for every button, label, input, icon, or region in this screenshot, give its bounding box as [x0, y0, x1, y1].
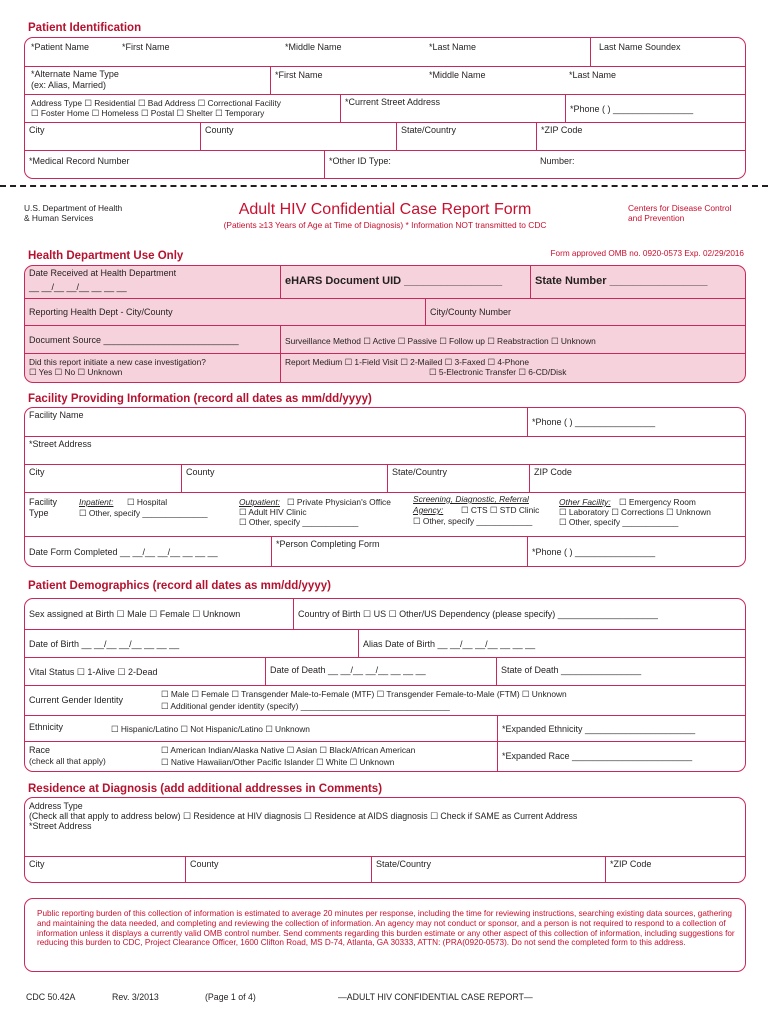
label-gender-identity: Current Gender Identity	[29, 695, 124, 705]
label-expanded-ethnicity: *Expanded Ethnicity ______________________	[502, 724, 696, 734]
agency-name	[24, 203, 122, 223]
label-date-form-completed: Date Form Completed __ __/__ __/__ __ __ __	[29, 547, 218, 557]
date-form-completed-field[interactable]	[25, 537, 271, 567]
label-city: City	[29, 125, 45, 135]
label-phone: *Phone ( ) ________________	[570, 104, 694, 114]
ethnicity-options: ☐ Hispanic/Latino ☐ Not Hispanic/Latino ☐ Unknown	[111, 724, 310, 734]
gender-options-2: ☐ Additional gender identity (specify) ________________________________	[161, 701, 450, 711]
label-city-county-number: City/County Number	[430, 307, 512, 317]
label-person-completing: *Person Completing Form	[276, 539, 380, 549]
option-adult-hiv-clinic[interactable]: ☐ Adult HIV Clinic	[239, 507, 307, 517]
label-surveillance-method: Surveillance Method ☐ Active ☐ Passive ☐ Follow up ☐ Reabstraction ☐ Unknown	[285, 336, 596, 346]
label-facility-phone: *Phone ( ) ________________	[532, 417, 656, 427]
section-title-patient-identification: Patient Identification	[28, 22, 142, 34]
label-alt-last-name: *Last Name	[569, 70, 617, 80]
label-inpatient: Inpatient:	[79, 497, 114, 507]
facility-county-field[interactable]	[181, 465, 387, 492]
label-alternate-name-type: *Alternate Name Type	[31, 69, 119, 79]
form-subtitle: (Patients ≥13 Years of Age at Time of Diagnosis) * Information NOT transmitted to CDC	[223, 220, 547, 230]
demographics-box	[24, 598, 746, 772]
address-type-options-2: ☐ Foster Home ☐ Homeless ☐ Postal ☐ Shelter ☐ Temporary	[31, 108, 265, 118]
label-facility-city: City	[29, 467, 45, 477]
ethnicity-field[interactable]	[25, 716, 497, 741]
date-of-death-field[interactable]	[265, 658, 496, 685]
label-ethnicity: Ethnicity	[29, 722, 64, 732]
section-title-health-department: Health Department Use Only	[28, 250, 184, 262]
state-country-field[interactable]	[396, 123, 536, 150]
form-number: CDC 50.42A	[26, 992, 76, 1002]
label-facility-county: County	[186, 467, 215, 477]
county-field[interactable]	[200, 123, 396, 150]
label-state-number: State Number ________________	[535, 275, 708, 287]
option-screening-other[interactable]: ☐ Other, specify ____________	[413, 516, 533, 526]
label-first-name: *First Name	[122, 42, 170, 52]
agency-line-1: U.S. Department of Health	[24, 203, 123, 213]
label-patient-name: *Patient Name	[31, 42, 90, 52]
new-case-options: ☐ Yes ☐ No ☐ Unknown	[29, 367, 123, 377]
option-hospital[interactable]: ☐ Hospital	[127, 497, 168, 507]
soundex-field[interactable]	[590, 38, 745, 66]
label-date-of-death: Date of Death __ __/__ __/__ __ __ __	[270, 665, 426, 675]
label-residence-address-type: Address Type	[29, 801, 83, 811]
label-middle-name: *Middle Name	[285, 42, 342, 52]
label-zip-code: *ZIP Code	[541, 125, 583, 135]
facility-state-field[interactable]	[387, 465, 529, 492]
label-residence-county: County	[190, 859, 219, 869]
surveillance-method-field[interactable]	[280, 326, 745, 353]
facility-city-field[interactable]	[25, 465, 181, 492]
label-residence-state: State/Country	[376, 859, 432, 869]
facility-box	[24, 407, 746, 567]
residence-city-field[interactable]	[25, 857, 185, 883]
label-race: Race	[29, 745, 51, 755]
state-number-field[interactable]	[530, 266, 745, 298]
date-received-field[interactable]	[25, 266, 280, 298]
residence-state-field[interactable]	[371, 857, 605, 883]
document-source-field[interactable]	[25, 326, 280, 353]
facility-name-field[interactable]	[25, 408, 527, 436]
cdc-name	[628, 203, 731, 223]
option-emergency-room[interactable]: ☐ Emergency Room	[619, 497, 696, 507]
label-alt-first-name: *First Name	[275, 70, 323, 80]
label-screening: Screening, Diagnostic, Referral	[413, 494, 529, 504]
label-expanded-race: *Expanded Race ________________________	[502, 751, 693, 761]
burden-statement: Public reporting burden of this collection of information is estimated to average 20 minutes per response, including the time for reviewing instructions, searching existing data sources, gathering and maintaining the data needed, and completing and reviewing the collection of information. An agency may not conduct or sponsor, and a person is not required to respond to a collection of information unless it displays a currently valid OMB control number. Send comments regarding this burden estimate or any other aspect of this collection of information, including suggestions for reducing this burden to CDC, Project Clearance Officer, 1600 Clifton Road, MS D-74, Atlanta, GA 30333, ATTN: (PRA(0920-0573). Do not send the completed form to this address.	[37, 909, 735, 948]
report-medium-options-2: ☐ 5-Electronic Transfer ☐ 6-CD/Disk	[429, 367, 567, 377]
cdc-line-1: Centers for Disease Control	[628, 203, 732, 213]
residence-box	[24, 797, 746, 883]
label-alt-middle-name: *Middle Name	[429, 70, 486, 80]
label-number: Number:	[540, 156, 575, 166]
label-state-of-death: State of Death ________________	[501, 665, 642, 675]
report-medium-field[interactable]	[280, 354, 745, 383]
race-options-1: ☐ American Indian/Alaska Native ☐ Asian ☐ Black/African American	[161, 745, 416, 755]
medical-record-number-field[interactable]	[25, 151, 324, 179]
label-new-case-investigation: Did this report initiate a new case investigation?	[29, 357, 206, 367]
option-outpatient-other[interactable]: ☐ Other, specify ____________	[239, 517, 359, 527]
tear-off-line	[0, 185, 768, 187]
vital-status-field[interactable]	[25, 658, 265, 685]
other-id-field[interactable]	[324, 151, 745, 179]
label-soundex: Last Name Soundex	[599, 42, 681, 52]
label-residence-street: *Street Address	[29, 821, 92, 831]
footer-title: —ADULT HIV CONFIDENTIAL CASE REPORT—	[338, 992, 533, 1002]
label-facility-state: State/Country	[392, 467, 448, 477]
residence-county-field[interactable]	[185, 857, 371, 883]
burden-statement-box	[24, 898, 746, 972]
option-other-facility-other[interactable]: ☐ Other, specify ____________	[559, 517, 679, 527]
patient-name-field[interactable]	[25, 38, 590, 66]
gender-identity-field[interactable]	[25, 686, 745, 715]
sex-at-birth-field[interactable]	[25, 599, 293, 629]
label-current-street-address: *Current Street Address	[345, 97, 441, 107]
person-completing-field[interactable]	[271, 537, 527, 567]
gender-options-1: ☐ Male ☐ Female ☐ Transgender Male-to-Female (MTF) ☐ Transgender Female-to-Male (FTM) ☐ Unknown	[161, 689, 567, 699]
expanded-ethnicity-field[interactable]	[497, 716, 745, 741]
label-last-name: *Last Name	[429, 42, 477, 52]
residence-address-options: (Check all that apply to address below) ☐ Residence at HIV diagnosis ☐ Residence at AIDS diagnosis ☐ Check if SAME as Current Address	[29, 811, 578, 821]
label-facility-type-2: Type	[29, 508, 49, 518]
label-country-of-birth: Country of Birth ☐ US ☐ Other/US Dependency (please specify) ____________________	[298, 609, 658, 619]
label-facility-name: Facility Name	[29, 410, 84, 420]
label-outpatient: Outpatient:	[239, 497, 280, 507]
label-facility-type-1: Facility	[29, 497, 58, 507]
label-date-of-birth: Date of Birth __ __/__ __/__ __ __ __	[29, 639, 180, 649]
label-vital-status: Vital Status ☐ 1-Alive ☐ 2-Dead	[29, 667, 158, 677]
label-date-received: Date Received at Health Department	[29, 268, 177, 278]
label-state-country: State/Country	[401, 125, 457, 135]
zip-code-field[interactable]	[536, 123, 745, 150]
expanded-race-field[interactable]	[497, 742, 745, 772]
option-lab-corrections[interactable]: ☐ Laboratory ☐ Corrections ☐ Unknown	[559, 507, 711, 517]
option-cts-std[interactable]: ☐ CTS ☐ STD Clinic	[461, 505, 540, 515]
race-field[interactable]	[25, 742, 497, 772]
agency-line-2: & Human Services	[24, 213, 94, 223]
date-of-birth-field[interactable]	[25, 630, 358, 657]
label-agency: Agency:	[413, 505, 444, 515]
phone-field[interactable]	[565, 95, 745, 122]
state-of-death-field[interactable]	[496, 658, 745, 685]
person-phone-field[interactable]	[527, 537, 745, 567]
patient-identification-box	[24, 37, 746, 179]
label-sex-at-birth: Sex assigned at Birth ☐ Male ☐ Female ☐ Unknown	[29, 609, 241, 619]
race-options-2: ☐ Native Hawaiian/Other Pacific Islander ☐ White ☐ Unknown	[161, 757, 395, 767]
city-field[interactable]	[25, 123, 200, 150]
health-department-box	[24, 265, 746, 383]
facility-street-field[interactable]	[25, 437, 745, 464]
alias-dob-field[interactable]	[358, 630, 745, 657]
address-type-options-1: Address Type ☐ Residential ☐ Bad Address ☐ Correctional Facility	[31, 98, 281, 108]
ehars-uid-field[interactable]	[280, 266, 530, 298]
alternate-name-type-field[interactable]	[25, 67, 270, 94]
facility-phone-field[interactable]	[527, 408, 745, 436]
new-case-investigation-field[interactable]	[25, 354, 280, 383]
section-title-facility: Facility Providing Information (record all dates as mm/dd/yyyy)	[28, 393, 372, 405]
city-county-number-field[interactable]	[425, 299, 745, 325]
form-title: Adult HIV Confidential Case Report Form	[238, 201, 532, 218]
label-other-facility: Other Facility:	[559, 497, 611, 507]
label-residence-city: City	[29, 859, 45, 869]
label-report-medium: Report Medium ☐ 1-Field Visit ☐ 2-Mailed ☐ 3-Faxed ☐ 4-Phone	[285, 357, 529, 367]
revision: Rev. 3/2013	[112, 992, 159, 1002]
residence-address-type-field[interactable]	[25, 798, 745, 856]
label-reporting-health-dept: Reporting Health Dept - City/County	[29, 307, 173, 317]
facility-type-field[interactable]	[25, 493, 745, 536]
address-type-field[interactable]	[25, 95, 340, 122]
label-facility-zip: ZIP Code	[534, 467, 572, 477]
residence-zip-field[interactable]	[605, 857, 745, 883]
cdc-line-2: and Prevention	[628, 213, 685, 223]
section-title-demographics: Patient Demographics (record all dates as mm/dd/yyyy)	[28, 580, 331, 592]
label-alternate-name-example: (ex: Alias, Married)	[31, 80, 107, 90]
section-title-residence: Residence at Diagnosis (add additional addresses in Comments)	[28, 783, 383, 795]
current-street-address-field[interactable]	[340, 95, 565, 122]
country-of-birth-field[interactable]	[293, 599, 745, 629]
option-inpatient-other[interactable]: ☐ Other, specify ______________	[79, 508, 208, 518]
label-medical-record-number: *Medical Record Number	[29, 156, 130, 166]
label-ehars-uid: eHARS Document UID ________________	[285, 275, 503, 287]
label-document-source: Document Source ___________________________	[29, 335, 239, 345]
label-facility-street: *Street Address	[29, 439, 92, 449]
date-received-blank: __ __/__ __/__ __ __ __	[29, 282, 127, 292]
option-private-physician[interactable]: ☐ Private Physician's Office	[287, 497, 391, 507]
omb-approval: Form approved OMB no. 0920-0573 Exp. 02/29/2016	[550, 249, 744, 258]
label-race-note: (check all that apply)	[29, 756, 106, 766]
facility-zip-field[interactable]	[529, 465, 745, 492]
label-person-phone: *Phone ( ) ________________	[532, 547, 656, 557]
reporting-health-dept-field[interactable]	[25, 299, 425, 325]
alternate-name-field[interactable]	[270, 67, 745, 94]
label-county: County	[205, 125, 234, 135]
label-alias-dob: Alias Date of Birth __ __/__ __/__ __ __ __	[363, 639, 536, 649]
label-residence-zip: *ZIP Code	[610, 859, 652, 869]
page-number: (Page 1 of 4)	[205, 992, 256, 1002]
label-other-id-type: *Other ID Type:	[329, 156, 391, 166]
